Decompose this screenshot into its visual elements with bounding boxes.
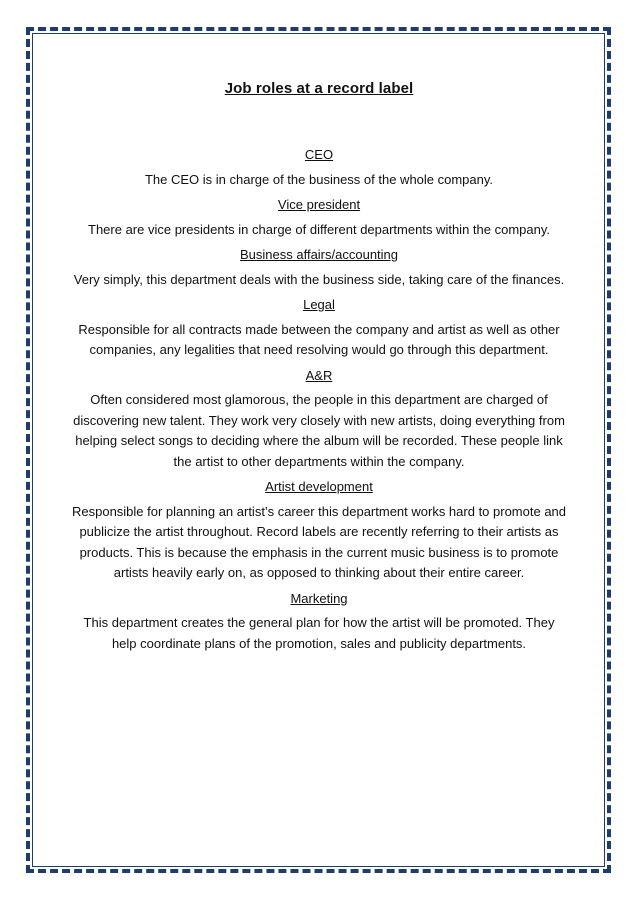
section-a-and-r (70, 366, 568, 473)
section-heading: Business affairs/accounting (239, 247, 399, 262)
section-heading: Artist development (265, 479, 373, 494)
section-heading: CEO (304, 147, 334, 162)
section-text: There are vice presidents in charge of different departments within the company. (88, 221, 550, 237)
section-heading: Legal (303, 297, 335, 312)
section-heading: Vice president (277, 197, 361, 212)
document-title: Job roles at a record label (224, 80, 414, 97)
document-body (70, 145, 568, 659)
section-marketing (70, 589, 568, 655)
section-text: This department creates the general plan for how the artist will be promoted. They help coordinate plans of the promotion, sales and publicity departments. (83, 615, 555, 651)
section-heading: Marketing (290, 590, 348, 606)
section-text: Responsible for all contracts made between the company and artist as well as other companies, any legalities that need resolving would go through this department. (78, 321, 560, 357)
section-vice-president (70, 195, 568, 240)
section-text: Responsible for planning an artist’s career this department works hard to promote and publicize the artist throughout. Record labels are recently referring to their artists as products. This is because the emphasis in the current music business is to promote artists heavily early on, as opposed to thinking about their entire career. (71, 503, 567, 580)
section-heading: A&R (305, 367, 333, 383)
section-text: The CEO is in charge of the business of the whole company. (144, 171, 494, 187)
section-text: Very simply, this department deals with the business side, taking care of the finances. (73, 271, 565, 287)
section-legal (70, 295, 568, 361)
section-artist-development (70, 477, 568, 584)
section-text: Often considered most glamorous, the people in this department are charged of discovering new talent. They work very closely with new artists, doing everything from helping select songs to deciding where the album will be recorded. These people link the artist to other departments within the company. (73, 392, 565, 469)
section-ceo (70, 145, 568, 190)
section-business-affairs (70, 245, 568, 290)
